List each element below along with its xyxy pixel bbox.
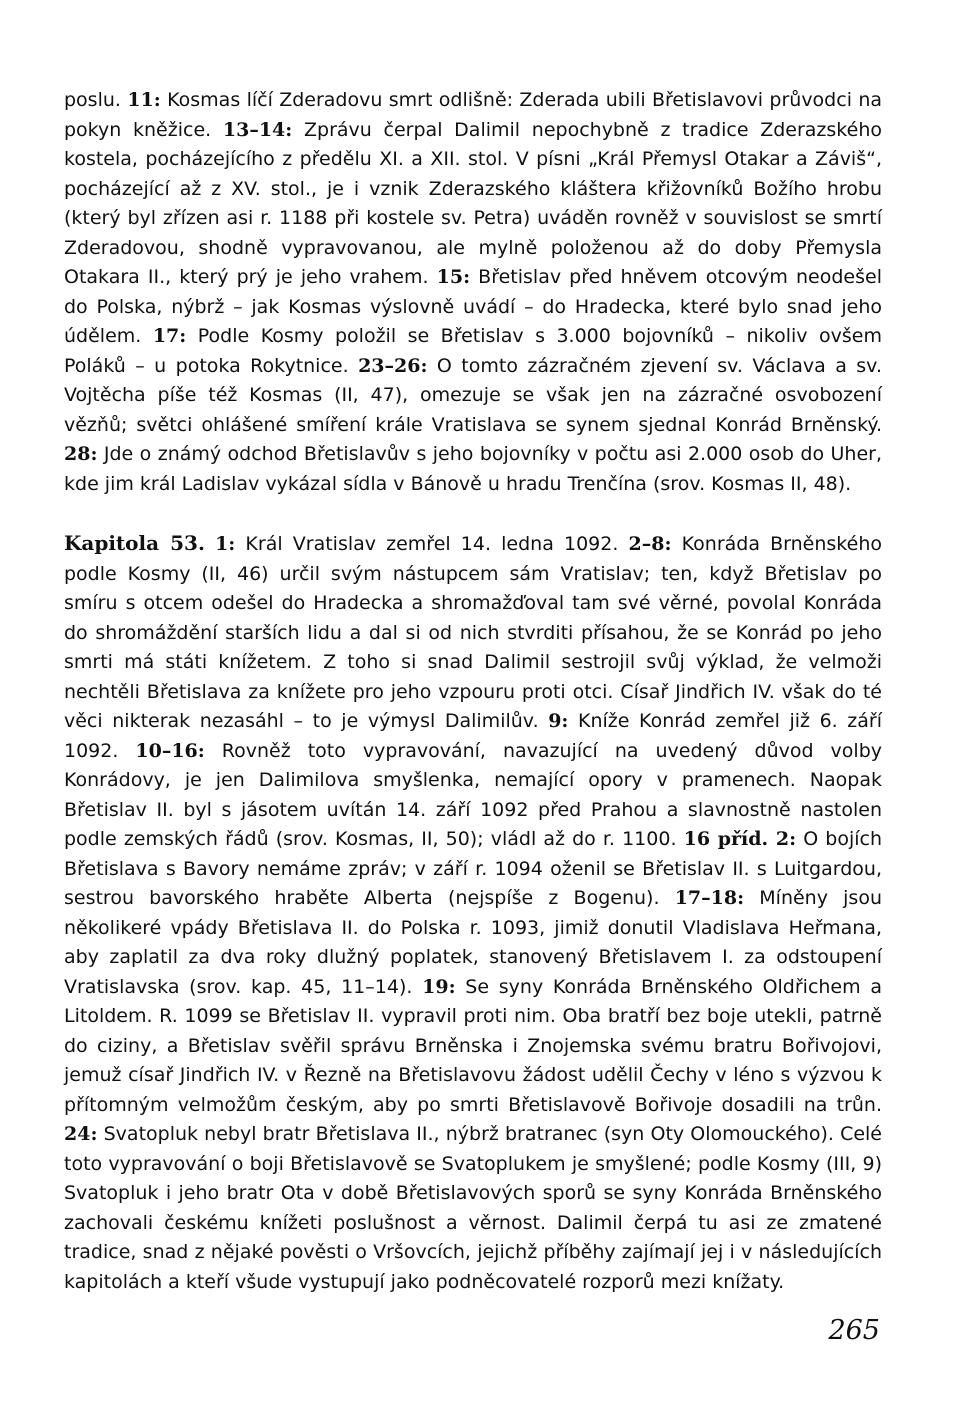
- verse-reference: 28:: [64, 443, 98, 465]
- verse-reference: 19:: [422, 975, 456, 998]
- commentary-text: Kosmas líčí Zderadovu smrt odlišně: Zderada ubili Břetislavovi průvodci na pokyn kněžice.: [64, 89, 883, 141]
- commentary-text: Konráda Brněnského podle Kosmy (II, 46) určil svým nástupcem sám Vratislav; ten, když Břetislav po smíru s otcem odešel do Hradecka a shromažďoval tam své věrné, povolal Konráda do shromáždění starších lidu a dal si od nich stvrditi přísahou, že se Konrád po jeho smrti má státi knížetem. Z toho si snad Dalimil sestrojil svůj výklad, že velmoži nechtěli Břetislava za knížete pro jeho vzpouru proti otci. Císař Jindřich IV. však do té věci nikterak nezasáhl – to je výmysl Dalimilův.: [64, 533, 882, 732]
- verse-reference: 10–16:: [135, 739, 205, 762]
- commentary-text: Břetislav před hněvem otcovým neodešel do Polska, nýbrž – jak Kosmas výslovně uvádí – do Hradecka, které bylo snad jeho údělem.: [64, 266, 882, 347]
- commentary-text: Míněny jsou několikeré vpády Břetislava II. do Polska r. 1093, jimiž donutil Vladislava Heřmana, aby zaplatil za dva roky dlužný poplatek, stanovený Břetislavem I. za odstoupení Vratislavska (srov. kap. 45, 11–14).: [64, 887, 882, 998]
- commentary-text: Svatopluk nebyl bratr Břetislava II., nýbrž bratranec (syn Oty Olomouckého). Celé toto vypravování o boji Břetislavově se Svatoplukem je smyšlené; podle Kosmy (III, 9) Svatopluk i jeho bratr Ota v době Břetislavových sporů se syny Konráda Brněnského zachovali českému knížeti poslušnost a věrnost. Dalimil čerpá tu asi ze zmatené tradice, snad z nějaké pověsti o Vršovcích, jejichž příběhy zajímají jej i v následujících kapitolách a kteří všude vystupují jako podněcovatelé rozporů mezi knížaty.: [64, 1123, 882, 1293]
- commentary-body: [64, 86, 882, 1297]
- commentary-text: [205, 533, 215, 555]
- verse-reference: 11:: [127, 89, 161, 111]
- commentary-text: Se syny Konráda Brněnského Oldřichem a Litoldem. R. 1099 se Břetislav II. vypravil proti nim. Oba bratří bez boje utekli, patrně do ciziny, a Břetislav svěřil správu Brněnska i Znojemska svému bratru Bořivojovi, jemuž císař Jindřich IV. v Řezně na Břetislavovu žádost udělil Čechy v léno s výzvou k přítomným velmožům českým, aby po smrti Břetislavově Bořivoje dosadili na trůn.: [64, 975, 882, 1116]
- commentary-text: Král Vratislav zemřel 14. ledna 1092.: [235, 533, 629, 555]
- page-number: 265: [828, 1315, 880, 1346]
- verse-reference: 17–18:: [674, 887, 745, 909]
- paragraph-commentary-continued: [64, 86, 882, 499]
- commentary-text: Jde o známý odchod Břetislavův s jeho bojovníky v počtu asi 2.000 osob do Uher, kde jim král Ladislav vykázal sídla v Bánově u hradu Trenčína (srov. Kosmas II, 48).: [64, 443, 882, 495]
- verse-reference: 2–8:: [628, 533, 672, 555]
- commentary-text: O bojích Břetislava s Bavory nemáme zpráv; v září r. 1094 oženil se Břetislav II. s Luitgardou, sestrou bavorského hraběte Alberta (nejspíše z Bogenu).: [64, 828, 883, 909]
- commentary-text: Zprávu čerpal Dalimil nepochybně z tradice Zderazského kostela, pocházejícího z předělu XI. a XII. stol. V písni „Král Přemysl Otakar a Záviš“, pocházející až z XV. stol., je i vznik Zderazského kláštera křižovníků Božího hrobu (který byl zřízen asi r. 1188 při kostele sv. Petra) uváděn rovněž v souvislost se smrtí Zderadovou, shodně vypravovanou, ale mylně položenou až do doby Přemysla Otakara II., který prý je jeho vrahem.: [64, 118, 882, 288]
- verse-reference: 13–14:: [222, 118, 293, 141]
- paragraph-chapter-53: [64, 529, 882, 1297]
- commentary-text: O tomto zázračném zjevení sv. Václava a sv. Vojtěcha píše též Kosmas (II, 47), omezuje se však jen na zázračné osvobození vězňů; světci ohlášené smíření krále Vratislava se synem sjednal Konrád Brněnský.: [64, 354, 882, 436]
- verse-reference: 23–26:: [358, 354, 428, 377]
- commentary-text: Rovněž toto vypravování, navazující na uvedený důvod volby Konrádovy, je jen Dalimilova smyšlenka, nemající opory v pramenech. Naopak Břetislav II. byl s jásotem uvítán 14. září 1092 před Prahou a slavnostně nastolen podle zemských řádů (srov. Kosmas, II, 50); vládl až do r. 1100.: [64, 739, 882, 850]
- chapter-heading: Kapitola 53.: [64, 531, 205, 555]
- verse-reference: 24:: [64, 1123, 98, 1145]
- verse-reference: 17:: [152, 325, 187, 347]
- verse-reference: 15:: [436, 266, 471, 288]
- commentary-text: Podle Kosmy položil se Břetislav s 3.000 bojovníků – nikoliv ovšem Poláků – u potoka Rokytnice.: [64, 325, 882, 377]
- verse-reference: 1:: [215, 533, 236, 555]
- verse-reference: 9:: [548, 710, 569, 732]
- commentary-text: poslu.: [64, 89, 128, 111]
- verse-reference: 16 příd. 2:: [683, 828, 797, 850]
- commentary-text: Kníže Konrád zemřel již 6. září 1092.: [64, 710, 882, 762]
